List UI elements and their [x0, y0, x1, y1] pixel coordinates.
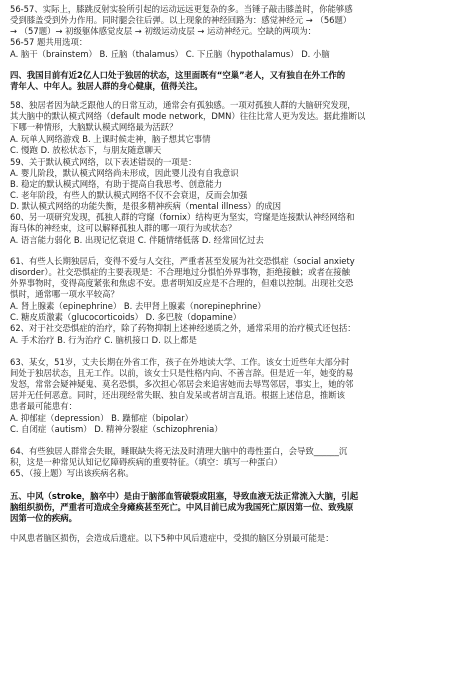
text-line: A. 玩单人网络游戏 B. 上课时候走神，脑子想其它事情	[10, 134, 211, 144]
text-line: 64、有些独居人群常会失眠，睡眠缺失将无法及时清理大脑中的毒性蛋白，会导致______沉	[10, 446, 348, 456]
section-heading-line: 青年人、中年人。独居人群的身心健康，值得关注。	[10, 81, 203, 91]
text-line: 62、对于社交恐惧症的治疗，除了药物抑制上述神经递质之外，通常采用的治疗模式还包括：	[10, 323, 356, 333]
text-line: A. 肾上腺素（epinephrine） B. 去甲肾上腺素（norepinephrine）	[10, 301, 266, 311]
text-line: 59、关于默认模式网络，以下表述错误的一项是：	[10, 157, 197, 167]
text-line: 外界事物时，变得高度紧张和焦虑不安。患者明知反应是不合理的，但难以控制。出现社交恐	[10, 278, 354, 288]
text-line: 其大脑中的默认模式网络（default mode network，DMN）往往比常人更为发达。据此推断以	[10, 111, 366, 121]
text-line: disorder）。社交恐惧症的主要表现是：不合理地过分惧怕外界事物，拒绝接触；或者在接触	[10, 267, 351, 277]
text-line: 61、有些人长期独居后，变得不爱与人交往，严重者甚至发展为社交恐惧症（social anxiety	[10, 256, 355, 266]
text-line: 海马体的神经束，这可以解释孤独人群的哪一项行为或状态？	[10, 223, 237, 233]
text-line: A. 抑郁症（depression） B. 躁郁症（bipolar）	[10, 413, 194, 423]
text-line: C. 慢跑 D. 放松状态下，与朋友随意聊天	[10, 145, 162, 155]
text-line: 56-57 题共用选项：	[10, 37, 88, 47]
text-line: 下哪一种情形，大脑默认模式网络最为活跃？	[10, 122, 178, 132]
text-line: 间处于独居状态，且无工作。以前，该女士只是性格内向、不善言辞。但是近一年，她变的易	[10, 368, 354, 378]
text-line: A. 脑干（brainstem） B. 丘脑（thalamus） C. 下丘脑（hypothalamus） D. 小脑	[10, 49, 330, 59]
text-line: A. 婴儿阶段，默认模式网络尚未形成，因此婴儿没有自我意识	[10, 168, 239, 178]
text-line: 患者最可能患有：	[10, 401, 77, 411]
text-line: 惧时，通常哪一项水平较高？	[10, 289, 119, 299]
text-line: → （57题）→ 初级躯体感觉皮层 → 初级运动皮层 → 运动神经元。空缺的两项为：	[10, 26, 316, 36]
text-line: 发怒，常常会疑神疑鬼、莫名恐惧，多次担心邻居会来追害她而去辱骂邻居，事实上，她的邻	[10, 379, 354, 389]
text-line: 积，这是一种常见认知记忆障碍疾病的重要特征。（填空：填写一种蛋白）	[10, 457, 283, 467]
text-line: A. 语言能力弱化 B. 出现记忆衰退 C. 伴随情绪低落 D. 经常回忆过去	[10, 235, 264, 245]
section-heading-line: 脑组织损伤，严重者可造成全身瘫痪甚至死亡。中风目前已成为我国死亡原因第一位、致残原	[10, 502, 354, 512]
text-line: 56-57、实际上，膝跳反射实验所引起的运动远远更复杂的多。当锤子敲击膝盖时，你能够感	[10, 4, 353, 14]
section-heading-line: 因第一位的疾病。	[10, 513, 77, 523]
text-line: 受到膝盖受到外力作用。同时腿会往后弹。以上现象的神经回路为：感觉神经元 → （56题）	[10, 15, 352, 25]
text-line: 58、独居者因为缺乏跟他人的日常互动，通常会有孤独感。一项对孤独人群的大脑研究发现，	[10, 100, 356, 110]
text-line: C. 老年阶段，有些人的默认模式网络不仅不会衰退，反而会加强	[10, 190, 248, 200]
text-line: 60、另一项研究发现，孤独人群的穹窿（fornix）结构更为坚实，穹窿是连接默认神经网络和	[10, 212, 355, 222]
section-heading-line: 五、中风（stroke，脑卒中）是由于脑部血管破裂或阻塞，导致血液无法正常流入大脑，引起	[10, 491, 359, 501]
text-line: 63、某女，51岁，丈夫长期在外省工作，孩子在外地读大学、工作。该女士近些年大部分时	[10, 357, 350, 367]
text-line: 居并无任何恶意。同时，还出现经常失眠、独自发呆或者胡言乱语。根据上述信息，推断该	[10, 390, 345, 400]
text-line: A. 手术治疗 B. 行为治疗 C. 脑机接口 D. 以上都是	[10, 335, 197, 345]
text-line: C. 自闭症（autism） D. 精神分裂症（schizophrenia）	[10, 424, 223, 434]
text-line: C. 糖皮质激素（glucocorticoids） D. 多巴胺（dopamine）	[10, 312, 242, 322]
text-line: 65、（接上题）写出该疾病名称。	[10, 468, 134, 478]
section-heading-line: 四、我国目前有近2亿人口处于独居的状态，这里面既有“空巢”老人，又有独自在外工作的	[10, 70, 346, 80]
text-line: 中风患者脑区损伤，会造成后遗症。以下5种中风后遗症中，受损的脑区分别最可能是：	[10, 533, 334, 543]
text-line: B. 稳定的默认模式网络，有助于提高自我思考、创意能力	[10, 179, 223, 189]
text-line: D. 默认模式网络的功能失衡，是很多精神疾病（mental illness）的成因	[10, 201, 281, 211]
